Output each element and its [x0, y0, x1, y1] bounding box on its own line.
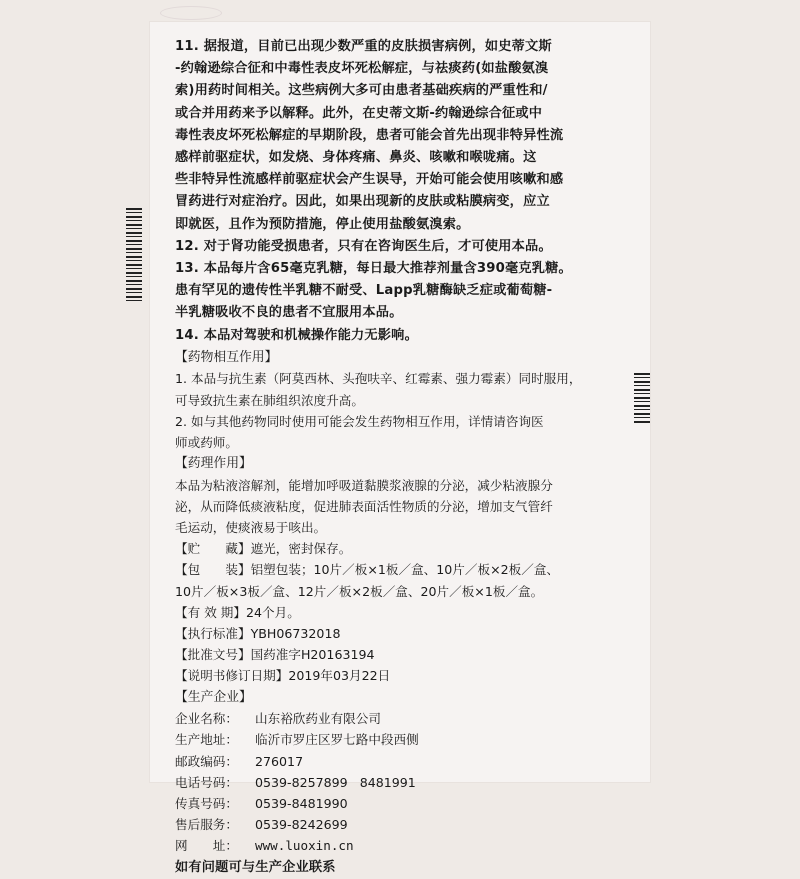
revision-row: [175, 665, 635, 686]
item-14: 14. 本品对驾驶和机械操作能力无影响。: [175, 327, 418, 343]
item-13: [175, 258, 635, 325]
standard-value: YBH06732018: [250, 626, 341, 642]
package-section: [175, 559, 635, 601]
manufacturer-key: 邮政编码：: [175, 753, 238, 769]
item-11-line: -约翰逊综合征和中毒性表皮坏死松解症，与祛痰药(如盐酸氨溴: [175, 61, 549, 77]
manufacturer-row: [175, 708, 635, 729]
manufacturer-value: 0539-8242699: [255, 817, 348, 833]
interactions-section: [175, 347, 635, 453]
item-11-line: 索)用药时间相关。这些病例大多可由患者基础疾病的严重性和/: [175, 83, 548, 99]
manufacturer-key: 电话号码：: [175, 774, 238, 790]
item-11-line: 冒药进行对症治疗。因此，如果出现新的皮肤或粘膜病变，应立: [175, 194, 550, 210]
contact-footer: 如有问题可与生产企业联系: [175, 859, 336, 875]
barcode-strip-left: [126, 208, 142, 304]
revision-value: 2019年03月22日: [288, 668, 391, 684]
interactions-line: 1. 本品与抗生素（阿莫西林、头孢呋辛、红霉素、强力霉素）同时服用，: [175, 371, 582, 387]
pharmacology-line: 毛运动，使痰液易于咳出。: [175, 520, 327, 536]
item-11-line: 毒性表皮坏死松解症的早期阶段，患者可能会首先出现非特异性流: [175, 127, 564, 143]
manufacturer-value: 276017: [255, 753, 304, 769]
section-heading: 【药理作用】: [175, 456, 252, 472]
section-heading: 【药物相互作用】: [175, 349, 278, 365]
item-13-line: 13. 本品每片含65毫克乳糖，每日最大推荐剂量含390毫克乳糖。: [175, 261, 572, 277]
approval-label: 【批准文号】: [175, 647, 251, 663]
approval-value: 国药准字H20163194: [250, 647, 375, 663]
barcode-strip-right: [634, 373, 650, 425]
approval-row: [175, 644, 635, 665]
manufacturer-key: 售后服务：: [175, 817, 238, 833]
pharmacology-section: [175, 453, 635, 538]
manufacturer-value: 山东裕欣药业有限公司: [255, 711, 381, 727]
manufacturer-key: 企业名称：: [175, 711, 238, 727]
validity-row: [175, 602, 635, 623]
validity-label: 【有 效 期】: [175, 604, 246, 620]
pharmacology-line: 泌，从而降低痰液粘度，促进肺表面活性物质的分泌，增加支气管纤: [175, 498, 553, 514]
manufacturer-section: [175, 687, 635, 857]
leaflet-content: [175, 36, 635, 879]
interactions-line: 可导致抗生素在肺组织浓度升高。: [175, 392, 364, 408]
item-12: 12. 对于肾功能受损患者，只有在咨询医生后，才可使用本品。: [175, 238, 552, 254]
standard-label: 【执行标准】: [175, 626, 251, 642]
storage-value: 遮光，密封保存。: [250, 541, 352, 557]
item-11-line: 或合并用药来予以解释。此外，在史蒂文斯-约翰逊综合征或中: [175, 105, 543, 121]
standard-row: [175, 623, 635, 644]
manufacturer-key: 传真号码：: [175, 796, 238, 811]
package-row: [175, 559, 635, 580]
manufacturer-key: 生产地址：: [175, 732, 238, 748]
package-value: 铝塑包装；10片／板×1板／盒、10片／板×2板／盒、: [250, 562, 560, 578]
item-11-line: 感样前驱症状，如发烧、身体疼痛、鼻炎、咳嗽和喉咙痛。这: [175, 150, 537, 166]
item-13-line: 半乳糖吸收不良的患者不宜服用本品。: [175, 305, 403, 321]
faint-stamp-mark: [160, 6, 222, 20]
manufacturer-value: 临沂市罗庄区罗七路中段西侧: [255, 732, 419, 748]
item-13-line: 患有罕见的遗传性半乳糖不耐受、Lapp乳糖酶缺乏症或葡萄糖-: [175, 283, 553, 299]
manufacturer-row: [175, 772, 635, 793]
manufacturer-row: [175, 751, 635, 772]
manufacturer-value: www.luoxin.cn: [255, 838, 354, 854]
revision-label: 【说明书修订日期】: [175, 668, 289, 684]
item-11: [175, 36, 635, 236]
manufacturer-key: 网 址：: [175, 838, 238, 854]
manufacturer-value: 0539-8481990: [255, 796, 348, 811]
manufacturer-row: [175, 729, 635, 750]
storage-row: [175, 538, 635, 559]
pharmacology-line: 本品为粘液溶解剂，能增加呼吸道黏膜浆液腺的分泌，减少粘液腺分: [175, 477, 553, 493]
validity-value: 24个月。: [245, 604, 300, 620]
item-11-line: 11. 据报道，目前已出现少数严重的皮肤损害病例，如史蒂文斯: [175, 39, 552, 54]
manufacturer-row: [175, 835, 635, 856]
storage-label: 【贮 藏】: [175, 541, 251, 557]
interactions-line: 师或药师。: [175, 434, 238, 450]
package-value-cont: 10片／板×3板／盒、12片／板×2板／盒、20片／板×1板／盒。: [175, 583, 544, 599]
section-heading: 【生产企业】: [175, 689, 252, 705]
manufacturer-row: [175, 793, 635, 814]
manufacturer-row: [175, 814, 635, 835]
interactions-line: 2. 如与其他药物同时使用可能会发生药物相互作用，详情请咨询医: [175, 413, 544, 429]
item-11-line: 即就医，且作为预防措施，停止使用盐酸氨溴索。: [175, 216, 470, 232]
package-label: 【包 装】: [175, 562, 251, 578]
item-11-line: 些非特异性流感样前驱症状会产生误导，开始可能会使用咳嗽和感: [175, 172, 564, 188]
manufacturer-value: 0539-8257899 8481991: [255, 774, 416, 790]
